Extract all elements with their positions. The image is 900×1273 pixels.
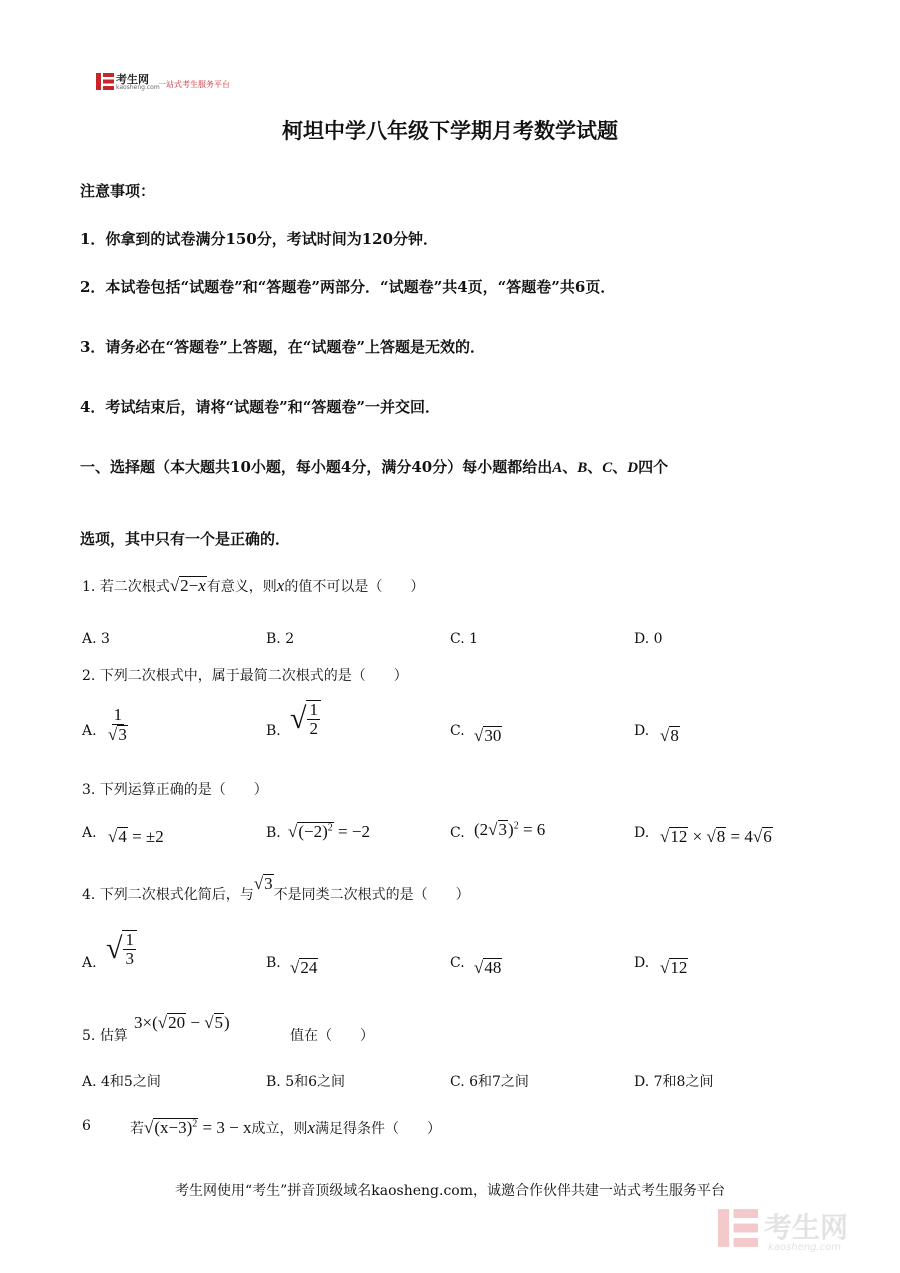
- q3-option-c-math: $(2√3)^2 = 6$: [474, 820, 546, 839]
- watermark: [718, 1206, 878, 1260]
- separator: 、: [612, 458, 628, 476]
- variable: x: [276, 576, 285, 595]
- logo-domain: kaosheng.com: [116, 84, 160, 91]
- q4-option-b-math: √24: [290, 958, 318, 977]
- question-2: [82, 665, 408, 685]
- page-title: 柯坦中学八年级下学期月考数学试题: [282, 118, 618, 143]
- question-5: [82, 1025, 128, 1045]
- section-heading-tail: 四个: [638, 458, 669, 476]
- question-text: 下列二次根式化简后，与: [99, 887, 254, 903]
- q4-label-b: B.: [266, 955, 281, 971]
- q6-expression: $√(x-3)^2 = 3 - x$: [144, 1118, 252, 1137]
- sqrt-expression: √2−x: [169, 576, 206, 595]
- q4-label-d: D.: [634, 955, 650, 971]
- note-item-3: 3．请务必在“答题卷”上答题，在“试题卷”上答题是无效的．: [80, 338, 485, 356]
- letter-a: A: [552, 460, 563, 476]
- footer-text: 考生网使用“考生”拼音顶级域名kaosheng.com，诚邀合作伙伴共建一站式考生服务平台: [174, 1183, 726, 1199]
- q2-label-a: A.: [82, 723, 97, 739]
- question-number: 1.: [82, 579, 96, 595]
- note-item-1: 1．你拿到的试卷满分150分，考试时间为120分钟．: [80, 230, 439, 248]
- question-6-number: 6: [82, 1118, 91, 1134]
- q2-option-b-math: √ $\frac{1}{2}$: [290, 700, 321, 738]
- separator: 、: [562, 458, 578, 476]
- question-text: 若: [130, 1121, 144, 1137]
- watermark-name: 考生网: [764, 1211, 849, 1244]
- question-3: [82, 779, 268, 799]
- notes-heading: 注意事项：: [80, 182, 156, 200]
- question-6: [130, 1118, 441, 1138]
- question-text: 下列二次根式中，属于最简二次根式的是（ ）: [99, 668, 408, 684]
- question-text: 的值不可以是（ ）: [284, 579, 425, 595]
- question-1: [82, 576, 424, 596]
- q5-option-a: A. 4和5之间: [82, 1074, 161, 1090]
- section-heading-line2: 选项，其中只有一个是正确的．: [80, 530, 291, 548]
- question-text: 成立，则: [251, 1121, 308, 1137]
- q5-post-text: 值在（ ）: [290, 1028, 374, 1044]
- q2-option-c-math: √30: [474, 726, 502, 745]
- q3-label-d: D.: [634, 825, 650, 841]
- note-item-4: 4．考试结束后，请将“试题卷”和“答题卷”一并交回．: [80, 398, 440, 416]
- question-number: 3.: [82, 782, 96, 798]
- question-4: [82, 874, 470, 904]
- question-number: 5.: [82, 1028, 96, 1044]
- watermark-logo-icon: [718, 1208, 758, 1248]
- letter-b: B: [577, 460, 588, 476]
- q3-label-a: A.: [82, 825, 97, 841]
- question-text: 不是同类二次根式的是（ ）: [273, 887, 470, 903]
- q5-option-d: D. 7和8之间: [634, 1074, 714, 1090]
- q3-option-b-math: $√(-2)^2 = -2$: [288, 822, 370, 841]
- question-text: 有意义，则: [206, 579, 277, 595]
- q2-label-b: B.: [266, 723, 281, 739]
- q4-label-a: A.: [82, 955, 97, 971]
- q2-label-d: D.: [634, 723, 650, 739]
- q3-option-a-math: √4 = ±2: [108, 827, 164, 846]
- q5-option-b: B. 5和6之间: [266, 1074, 346, 1090]
- section-heading-text: 一、选择题（本大题共10小题，每小题4分，满分40分）每小题都给出: [80, 458, 553, 476]
- q3-label-c: C.: [450, 825, 465, 841]
- variable: x: [307, 1118, 315, 1137]
- question-number: 4.: [82, 887, 96, 903]
- q4-option-d-math: √12: [660, 958, 688, 977]
- q2-label-c: C.: [450, 723, 465, 739]
- q2-option-d-math: √8: [660, 726, 679, 745]
- q4-option-a-math: √ $\frac{1}{3}$: [106, 930, 137, 968]
- q1-option-c: C. 1: [450, 631, 479, 647]
- note-item-2: 2．本试卷包括“试题卷”和“答题卷”两部分．“试题卷”共4页，“答题卷”共6页．: [80, 278, 616, 296]
- separator: 、: [587, 458, 603, 476]
- question-number: 2.: [82, 668, 96, 684]
- letter-c: C: [602, 460, 613, 476]
- watermark-domain: kaosheng.com: [768, 1242, 841, 1253]
- section-heading-line1: [80, 456, 668, 477]
- q1-option-d: D. 0: [634, 631, 663, 647]
- q4-label-c: C.: [450, 955, 465, 971]
- q4-option-c-math: √48: [474, 958, 502, 977]
- logo-name: 考生网: [116, 73, 149, 86]
- sqrt-expression: √3: [253, 874, 273, 893]
- q5-expression: 3×(√20 − √5): [134, 1013, 230, 1032]
- question-text: 下列运算正确的是（ ）: [99, 782, 268, 798]
- q3-label-b: B.: [266, 825, 281, 841]
- kaosheng-logo-icon: [96, 73, 114, 90]
- q2-option-a-math: $\frac{1}{√3}$: [108, 705, 127, 744]
- q3-option-d-math: √12 × √8 = 4√6: [660, 827, 772, 846]
- q1-option-a: A. 3: [82, 631, 110, 647]
- letter-d: D: [627, 460, 639, 476]
- question-text: 满足得条件（ ）: [315, 1121, 441, 1137]
- q5-option-c: C. 6和7之间: [450, 1074, 529, 1090]
- q1-option-b: B. 2: [266, 631, 295, 647]
- header-slogan: 一站式考生服务平台: [158, 80, 230, 89]
- question-text: 估算: [99, 1028, 128, 1044]
- question-text: 若二次根式: [99, 579, 170, 595]
